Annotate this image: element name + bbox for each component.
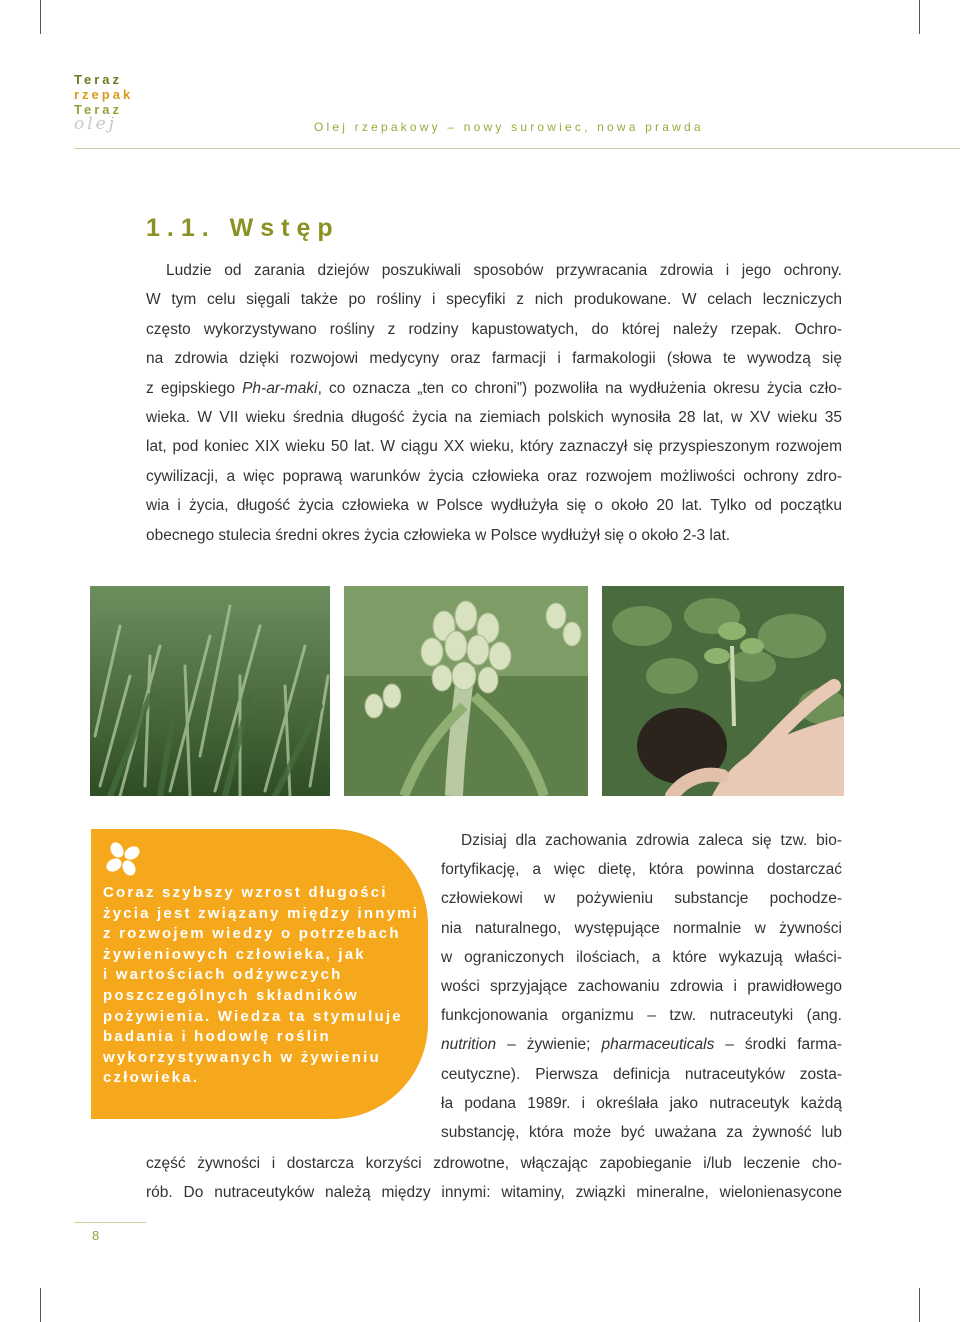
continuation-paragraph bbox=[146, 1149, 842, 1207]
text-line: na zdrowia dzięki rozwojowi medycyny oraz farmacji i farmakologii (słowa te wywodzą się bbox=[146, 350, 842, 368]
crop-mark bbox=[40, 0, 41, 34]
text-line: rób. Do nutraceutyków należą między innymi: witaminy, związki mineralne, wielonienasycone bbox=[146, 1184, 842, 1202]
text-run: z egipskiego bbox=[146, 379, 243, 397]
teraz-logo bbox=[74, 72, 133, 132]
quote-line: z rozwojem wiedzy o potrzebach bbox=[103, 925, 401, 943]
footer-rule bbox=[74, 1222, 146, 1223]
italic-term: nutrition bbox=[441, 1036, 497, 1054]
crop-mark bbox=[40, 1288, 41, 1322]
logo-line: Teraz bbox=[74, 72, 122, 87]
text-line: ła podana 1989r. i określała jako nutraceutyk każdą bbox=[441, 1094, 842, 1112]
text-line: często wykorzystywano rośliny z rodziny kapustowatych, do której należy rzepak. Ochro- bbox=[146, 320, 842, 338]
text-line: człowiekowi w pożywieniu substancje pochodze- bbox=[441, 890, 842, 908]
text-line: fortyfikację, a więc dietę, która powinna dostarczać bbox=[441, 861, 842, 879]
quote-line: człowieka. bbox=[103, 1069, 200, 1087]
italic-term: Ph-ar-maki bbox=[242, 379, 318, 397]
nutraceutics-paragraph bbox=[441, 826, 842, 1147]
rapeseed-buds-photo bbox=[344, 586, 588, 796]
quote-line: Coraz szybszy wzrost długości bbox=[103, 884, 388, 901]
text-line bbox=[441, 1030, 842, 1059]
running-head: Olej rzepakowy – nowy surowiec, nowa prawda bbox=[314, 120, 704, 134]
text-line: funkcjonowania organizmu – tzw. nutraceutyki (ang. bbox=[441, 1007, 842, 1025]
page-number: 8 bbox=[92, 1228, 100, 1243]
text-line: obecnego stulecia średni okres życia człowieka w Polsce wydłużył się o około 2-3 lat. bbox=[146, 526, 731, 544]
text-line: wości sprzyjające zachowaniu zdrowia i prawidłowego bbox=[441, 978, 842, 996]
text-run: – żywienie; bbox=[496, 1036, 602, 1054]
pull-quote bbox=[103, 883, 421, 1089]
logo-line: rzepak bbox=[74, 87, 134, 102]
quote-box bbox=[91, 829, 428, 1119]
text-line bbox=[146, 374, 842, 403]
text-line: Dzisiaj dla zachowania zdrowia zaleca się tzw. bio- bbox=[461, 832, 842, 849]
quote-line: wykorzystywanych w żywieniu bbox=[103, 1048, 381, 1066]
header-rule bbox=[74, 148, 960, 149]
text-line: wieka. W VII wieku średnia długość życia na ziemiach polskich wynosiła 28 lat, w XV wieku 35 bbox=[146, 409, 842, 427]
text-line: część żywności i dostarcza korzyści zdrowotne, włączając zapobieganie i/lub leczenie cho- bbox=[146, 1155, 842, 1172]
intro-paragraph bbox=[146, 256, 842, 550]
italic-term: pharmaceuticals bbox=[601, 1036, 715, 1054]
text-line: W tym celu sięgali także po rośliny i specyfiki z nich produkowane. W celach leczniczych bbox=[146, 291, 842, 309]
text-line: wia i życia, długość życia człowieka w Polsce wydłużyła się o około 20 lat. Tylko od początku bbox=[146, 497, 842, 515]
text-line: nia naturalnego, występujące normalnie w żywności bbox=[441, 919, 842, 937]
quote-line: życia jest związany między innymi bbox=[103, 904, 420, 922]
quote-line: badania i hodowlę roślin bbox=[103, 1028, 331, 1046]
logo-line: Teraz bbox=[74, 102, 122, 117]
seedling-in-hand-photo bbox=[602, 586, 844, 796]
quote-line: pożywienia. Wiedza ta stymuluje bbox=[103, 1007, 403, 1025]
text-line: cywilizacji, a więc poprawą warunków życia człowieka oraz rozwojem możliwości ochrony zdro- bbox=[146, 467, 842, 485]
text-line: w ograniczonych ilościach, a które wykazują właści- bbox=[441, 948, 842, 966]
quote-line: poszczególnych składników bbox=[103, 986, 359, 1004]
text-line: Ludzie od zarania dziejów poszukiwali sposobów przywracania zdrowia i jego ochrony. bbox=[166, 262, 842, 279]
rapeseed-field-photo bbox=[90, 586, 330, 796]
logo-line: olej bbox=[74, 114, 118, 134]
clover-icon bbox=[105, 841, 141, 877]
text-run: , co oznacza „ten co chroni”) pozwoliła na wydłużenia okresu życia czło- bbox=[317, 379, 842, 397]
text-run: – środki farma- bbox=[714, 1036, 842, 1054]
photo-strip bbox=[90, 586, 844, 796]
text-line: lat, pod koniec XIX wieku 50 lat. W ciągu XX wieku, który zaznaczył się przyspieszonym rozwojem bbox=[146, 438, 842, 456]
text-line: substancję, która może być uważana za żywność lub bbox=[441, 1124, 842, 1142]
quote-line: i wartościach odżywczych bbox=[103, 966, 343, 984]
text-line: ceutyczne). Pierwsza definicja nutraceutyków zosta- bbox=[441, 1065, 842, 1083]
crop-mark bbox=[919, 1288, 920, 1322]
quote-line: żywieniowych człowieka, jak bbox=[103, 945, 366, 963]
section-heading: 1.1. Wstęp bbox=[146, 214, 340, 242]
crop-mark bbox=[919, 0, 920, 34]
